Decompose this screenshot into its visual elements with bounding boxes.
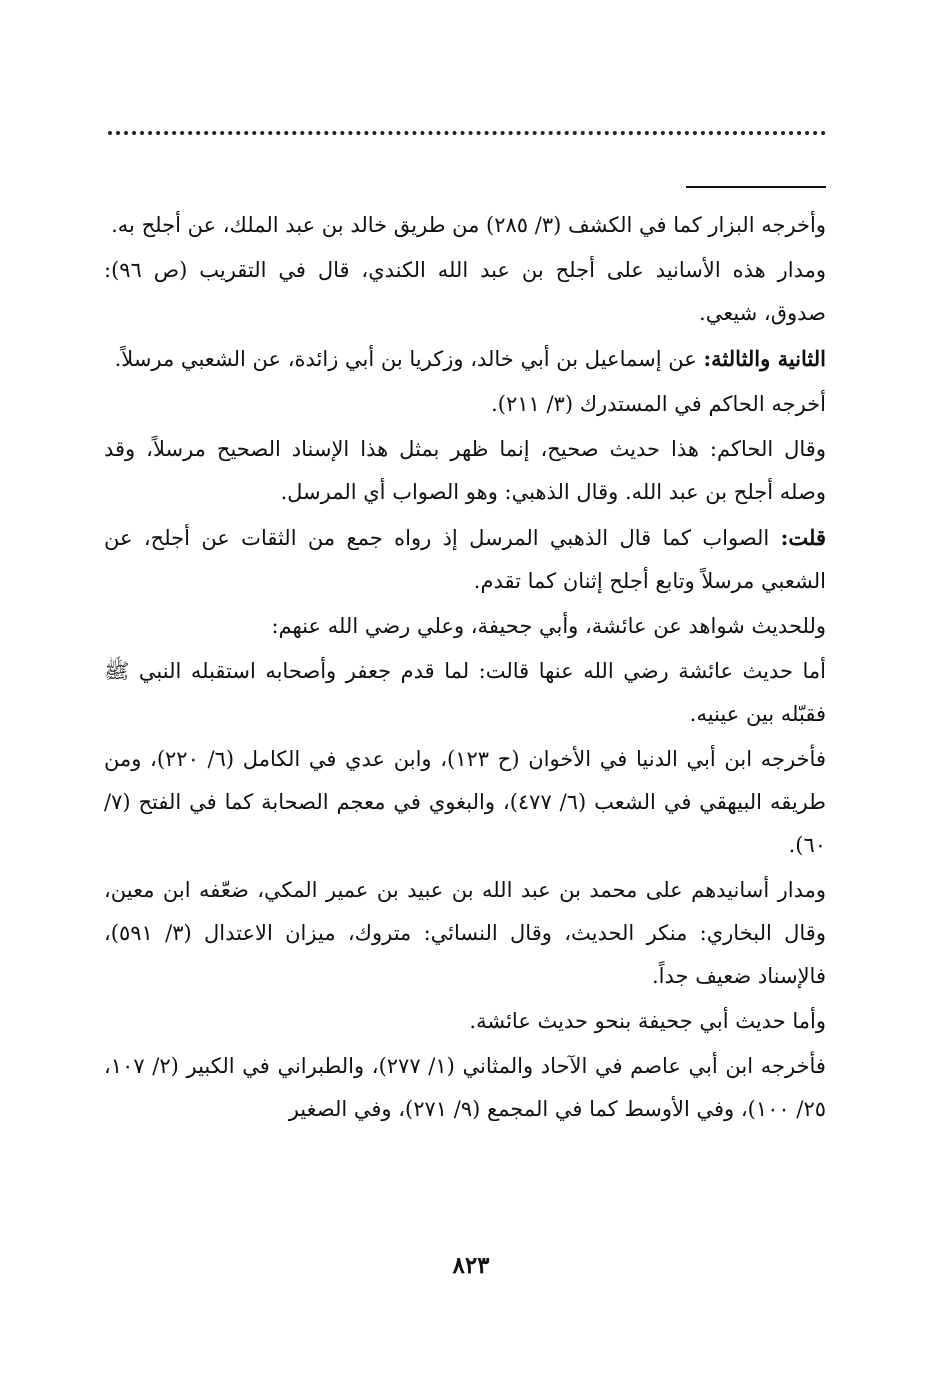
paragraph-3: الثانية والثالثة: عن إسماعيل بن أبي خالد، وزكريا بن أبي زائدة، عن الشعبي مرسلاً.	[114, 346, 826, 371]
dotted-separator	[108, 131, 826, 135]
paragraph-2: ومدار هذه الأسانيد على أجلح بن عبد الله الكندي، قال في التقريب (ص ٩٦): صدوق، شيعي.	[104, 258, 826, 325]
paragraph-4: أخرجه الحاكم في المستدرك (٣/ ٢١١).	[491, 392, 826, 416]
paragraph-11: وأما حديث أبي جحيفة بنحو حديث عائشة.	[469, 1009, 826, 1033]
paragraph-7: وللحديث شواهد عن عائشة، وأبي جحيفة، وعلي رضي الله عنهم:	[271, 614, 826, 638]
paragraph-lead: قلت:	[780, 525, 826, 550]
paragraph-6: قلت: الصواب كما قال الذهبي المرسل إذ رواه جمع من الثقات عن أجلح، عن الشعبي مرسلاً وتابع أجلح إثنان كما تقدم.	[104, 525, 826, 593]
paragraph-10: ومدار أسانيدهم على محمد بن عبد الله بن عبيد بن عمير المكي، ضعّفه ابن معين، وقال البخاري: منكر الحديث، وقال النسائي: متروك، ميزان الاعتدال (٣/ ٥٩١)، فالإسناد ضعيف جداً.	[104, 878, 826, 988]
footnote-text	[104, 204, 826, 1131]
footnote-rule	[686, 186, 826, 188]
paragraph-8: أما حديث عائشة رضي الله عنها قالت: لما قدم جعفر وأصحابه استقبله النبي ﷺ فقبّله بين عينيه.	[104, 659, 826, 726]
paragraph-9: فأخرجه ابن أبي الدنيا في الأخوان (ح ١٢٣)، وابن عدي في الكامل (٦/ ٢٢٠)، ومن طريقه البيهقي في الشعب (٦/ ٤٧٧)، والبغوي في معجم الصحابة كما في الفتح (٧/ ٦٠).	[104, 747, 826, 857]
paragraph-1: وأخرجه البزار كما في الكشف (٣/ ٢٨٥) من طريق خالد بن عبد الملك، عن أجلح به.	[111, 213, 826, 237]
page-number: ٨٢٣	[452, 1252, 490, 1279]
paragraph-5: وقال الحاكم: هذا حديث صحيح، إنما ظهر بمثل هذا الإسناد الصحيح مرسلاً، وقد وصله أجلح بن عبد الله. وقال الذهبي: وهو الصواب أي المرسل.	[104, 437, 826, 504]
paragraph-12: فأخرجه ابن أبي عاصم في الآحاد والمثاني (١/ ٢٧٧)، والطبراني في الكبير (٢/ ١٠٧، ٢٥/ ١٠٠)، وفي الأوسط كما في المجمع (٩/ ٢٧١)، وفي الصغير	[104, 1054, 826, 1121]
paragraph-lead: الثانية والثالثة:	[703, 346, 826, 371]
